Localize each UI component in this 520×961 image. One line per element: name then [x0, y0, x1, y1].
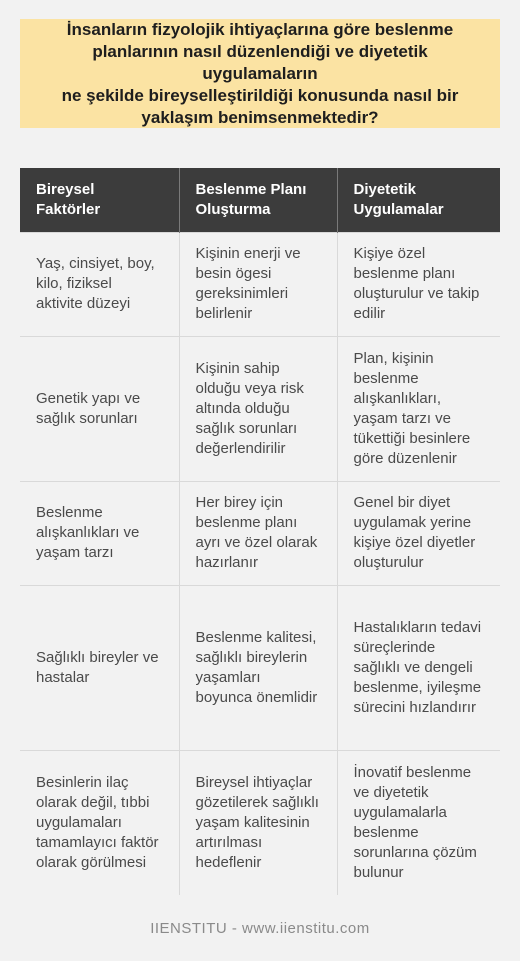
table-row [20, 336, 500, 481]
table-header-row [20, 168, 500, 232]
table-cell: Besinlerin ilaç olarak değil, tıbbi uygulamaları tamamlayıcı faktör olarak görülmesi [20, 750, 179, 895]
table-row [20, 481, 500, 585]
table-cell: Sağlıklı bireyler ve hastalar [20, 585, 179, 750]
footer-watermark: IIENSTITU - www.iienstitu.com [150, 920, 370, 937]
table-cell: Genel bir diyet uygulamak yerine kişiye özel diyetler oluşturulur [337, 481, 500, 585]
table-cell: Beslenme kalitesi, sağlıklı bireylerin yaşamları boyunca önemlidir [179, 585, 337, 750]
table-cell: Bireysel ihtiyaçlar gözetilerek sağlıklı yaşam kalitesinin artırılması hedeflenir [179, 750, 337, 895]
header-nutrition-plan: Beslenme Planı Oluşturma [179, 168, 337, 232]
page-title: İnsanların fizyolojik ihtiyaçlarına göre beslenme planlarının nasıl düzenlendiği ve diyetetik uygulamaların ne şekilde bireyselleştirildiği konusunda nasıl bir yaklaşım benimsenmektedir? [61, 19, 459, 127]
table-cell: Her birey için beslenme planı ayrı ve özel olarak hazırlanır [179, 481, 337, 585]
table-row [20, 585, 500, 750]
table-row [20, 232, 500, 336]
comparison-table [20, 168, 500, 895]
table-cell: Yaş, cinsiyet, boy, kilo, fiziksel aktivite düzeyi [20, 232, 179, 336]
table-row [20, 750, 500, 895]
table-cell: Plan, kişinin beslenme alışkanlıkları, yaşam tarzı ve tükettiği besinlere göre düzenlenir [337, 336, 500, 481]
table-cell: Kişinin sahip olduğu veya risk altında olduğu sağlık sorunları değerlendirilir [179, 336, 337, 481]
header-individual-factors: Bireysel Faktörler [20, 168, 179, 232]
header-dietetic-practices: Diyetetik Uygulamalar [337, 168, 500, 232]
table-cell: Hastalıkların tedavi süreçlerinde sağlıklı ve dengeli beslenme, iyileşme sürecini hızlandırır [337, 585, 500, 750]
table-cell: Beslenme alışkanlıkları ve yaşam tarzı [20, 481, 179, 585]
title-banner [20, 19, 500, 128]
table-cell: Kişiye özel beslenme planı oluşturulur ve takip edilir [337, 232, 500, 336]
table-cell: Kişinin enerji ve besin ögesi gereksinimleri belirlenir [179, 232, 337, 336]
table-cell: İnovatif beslenme ve diyetetik uygulamalarla beslenme sorunlarına çözüm bulunur [337, 750, 500, 895]
table-cell: Genetik yapı ve sağlık sorunları [20, 336, 179, 481]
